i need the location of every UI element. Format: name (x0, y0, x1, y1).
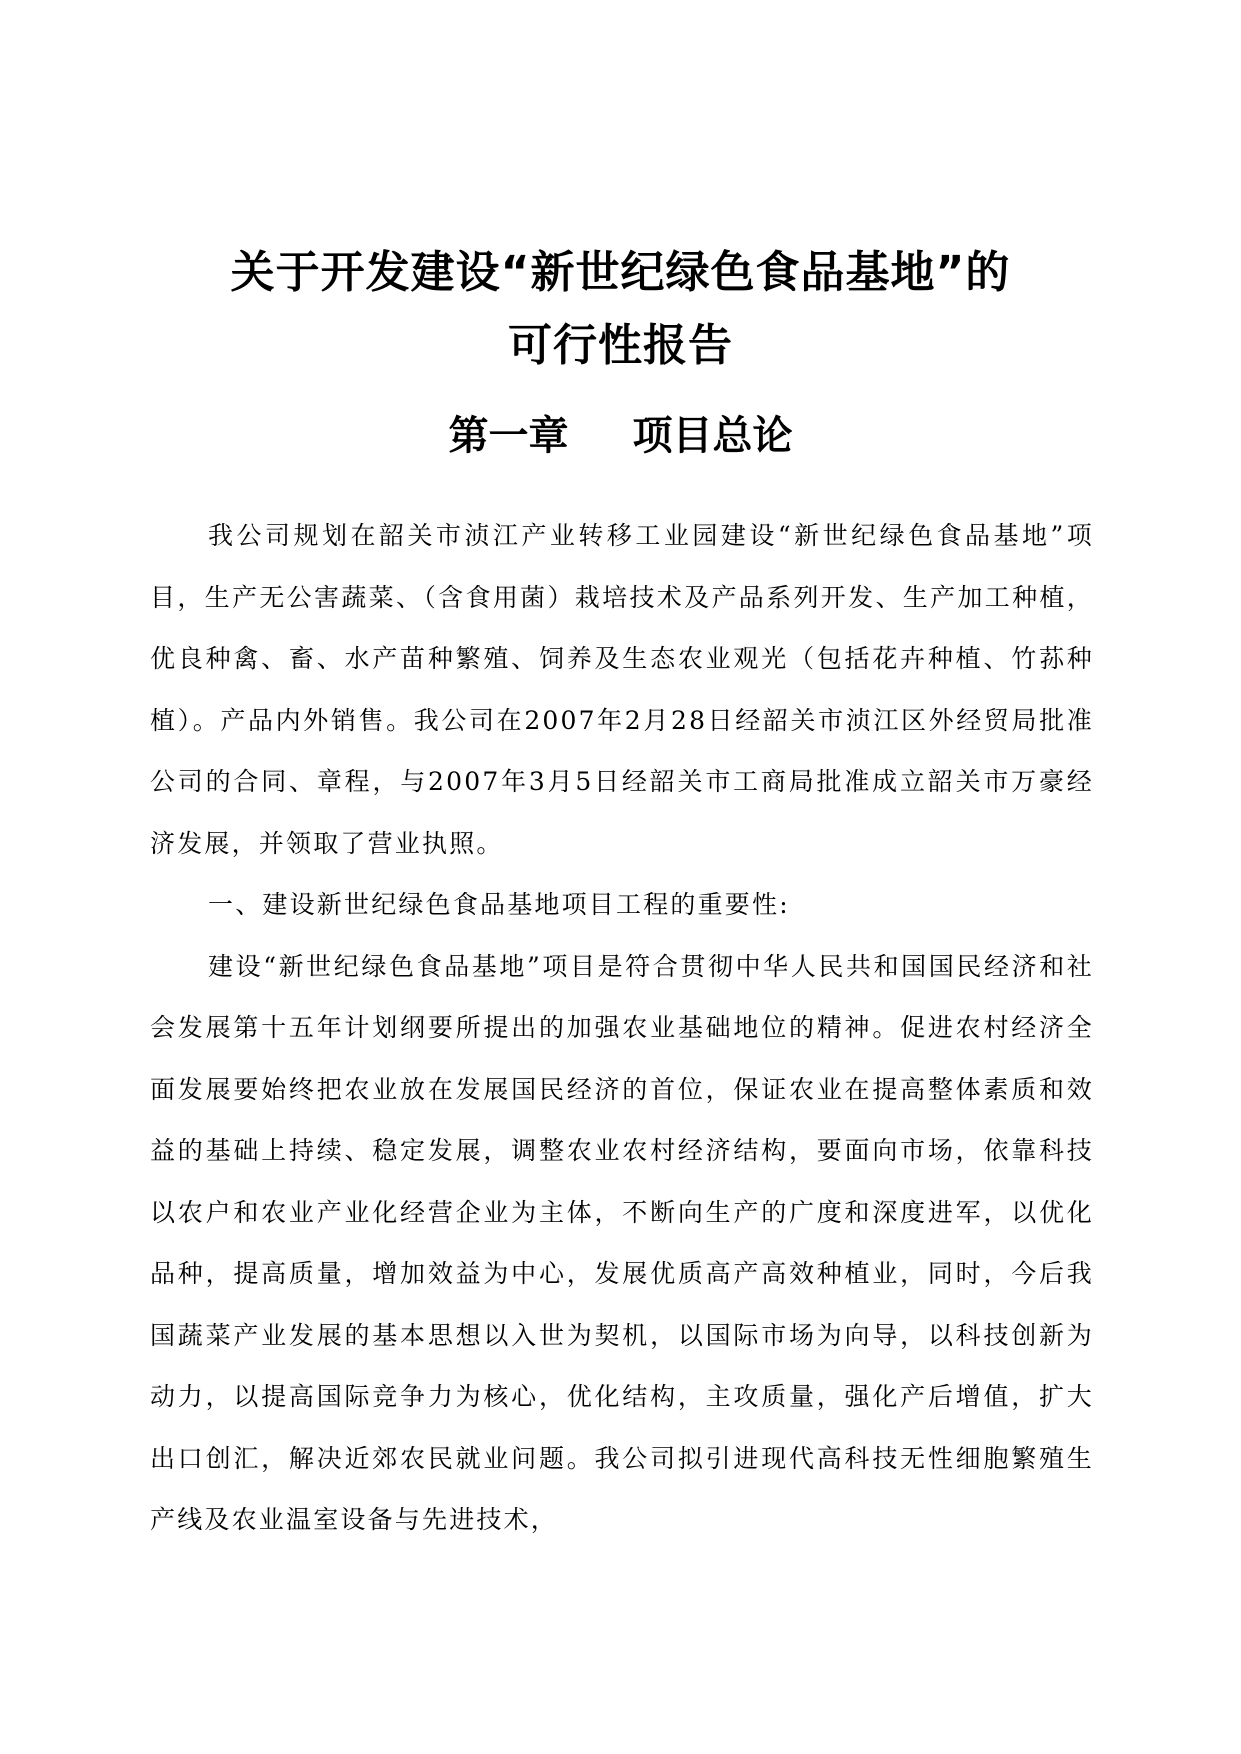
document-body (150, 505, 1094, 1551)
chapter-heading (0, 410, 1241, 462)
paragraph-importance: 建设“新世纪绿色食品基地”项目是符合贯彻中华人民共和国国民经济和社会发展第十五年计划纲要所提出的加强农业基础地位的精神。促进农村经济全面发展要始终把农业放在发展国民经济的首位，保证农业在提高整体素质和效益的基础上持续、稳定发展，调整农业农村经济结构，要面向市场，依靠科技以农户和农业产业化经营企业为主体，不断向生产的广度和深度进军，以优化品种，提高质量，增加效益为中心，发展优质高产高效种植业，同时，今后我国蔬菜产业发展的基本思想以入世为契机，以国际市场为向导，以科技创新为动力，以提高国际竞争力为核心，优化结构，主攻质量，强化产后增值，扩大出口创汇，解决近郊农民就业问题。我公司拟引进现代高科技无性细胞繁殖生产线及农业温室设备与先进技术， (150, 951, 1094, 1534)
paragraph-section-heading: 一、建设新世纪绿色食品基地项目工程的重要性: (208, 890, 790, 919)
chapter-title: 项目总论 (632, 413, 793, 459)
document-title-line-2: 可行性报告 (508, 320, 733, 371)
paragraph-project-overview: 我公司规划在韶关市浈江产业转移工业园建设“新世纪绿色食品基地”项目，生产无公害蔬菜、（含食用菌）栽培技术及产品系列开发、生产加工种植，优良种禽、畜、水产苗种繁殖、饲养及生态农业观光（包括花卉种植、竹荪种植）。产品内外销售。我公司在2007年2月28日经韶关市浈江区外经贸局批准公司的合同、章程，与2007年3月5日经韶关市工商局批准成立韶关市万豪经济发展，并领取了营业执照。 (150, 521, 1094, 858)
chapter-number: 第一章 (448, 413, 569, 459)
document-title-line-1: 关于开发建设“新世纪绿色食品基地”的 (230, 247, 1011, 298)
